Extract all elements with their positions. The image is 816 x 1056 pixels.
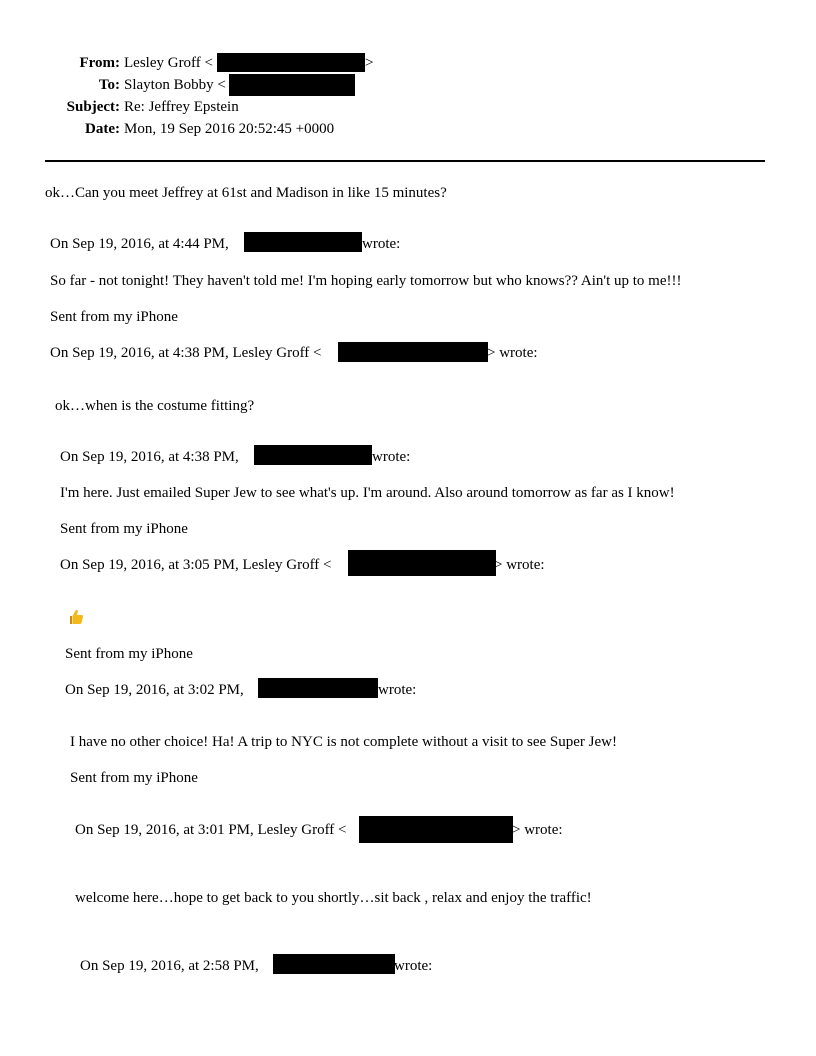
redaction-sender [244, 232, 362, 252]
quote-wrote: wrote: [372, 449, 411, 465]
quote-wrote: > wrote: [487, 345, 538, 361]
subject-value: Re: Jeffrey Epstein [124, 99, 239, 115]
quote-header: On Sep 19, 2016, at 2:58 PM, [80, 958, 259, 974]
redaction-to-email [229, 74, 355, 96]
quote-header: On Sep 19, 2016, at 4:38 PM, [60, 449, 239, 465]
quote-text: ok…when is the costume fitting? [55, 398, 255, 414]
quote-header: On Sep 19, 2016, at 3:02 PM, [65, 682, 244, 698]
date-label: Date: [85, 121, 120, 137]
to-label: To: [98, 77, 120, 93]
to-value: Slayton Bobby < [124, 77, 226, 93]
quote-wrote: wrote: [362, 236, 401, 252]
quote-header: On Sep 19, 2016, at 3:01 PM, Lesley Groff < [75, 822, 347, 838]
date-value: Mon, 19 Sep 2016 20:52:45 +0000 [124, 121, 335, 137]
quote-wrote: wrote: [394, 958, 433, 974]
quote-text: welcome here…hope to get back to you shortly…sit back , relax and enjoy the traffic! [75, 890, 592, 906]
thumbs-up-icon [65, 607, 85, 627]
quote-wrote: > wrote: [512, 822, 563, 838]
sent-from-iphone: Sent from my iPhone [65, 646, 193, 662]
redaction-sender [273, 954, 395, 974]
sent-from-iphone: Sent from my iPhone [70, 770, 198, 786]
redaction-sender [258, 678, 378, 698]
quote-wrote: wrote: [378, 682, 417, 698]
sent-from-iphone: Sent from my iPhone [60, 521, 188, 537]
quote-text: So far - not tonight! They haven't told me! I'm hoping early tomorrow but who knows?? Ain't up to me!!! [50, 273, 682, 289]
sent-from-iphone: Sent from my iPhone [50, 309, 178, 325]
quote-text: I'm here. Just emailed Super Jew to see what's up. I'm around. Also around tomorrow as far as I know! [60, 485, 675, 501]
quote-header: On Sep 19, 2016, at 3:05 PM, Lesley Groff < [60, 557, 332, 573]
from-value [124, 54, 213, 72]
from-suffix: > [365, 55, 374, 71]
redaction-from-email [217, 53, 365, 72]
redaction-sender [254, 445, 372, 465]
redaction-sender-email [348, 550, 496, 576]
quote-header: On Sep 19, 2016, at 4:38 PM, Lesley Groff < [50, 345, 322, 361]
message-body-line: ok…Can you meet Jeffrey at 61st and Madison in like 15 minutes? [45, 185, 447, 201]
quote-text: I have no other choice! Ha! A trip to NYC is not complete without a visit to see Super Jew! [70, 734, 617, 750]
header-divider [45, 160, 765, 162]
from-name: Lesley Groff < [124, 55, 213, 71]
redaction-sender-email [359, 816, 513, 843]
from-label: From: [79, 55, 120, 71]
quote-header: On Sep 19, 2016, at 4:44 PM, [50, 236, 229, 252]
redaction-sender-email [338, 342, 488, 362]
quote-wrote: > wrote: [494, 557, 545, 573]
subject-label: Subject: [66, 99, 120, 115]
